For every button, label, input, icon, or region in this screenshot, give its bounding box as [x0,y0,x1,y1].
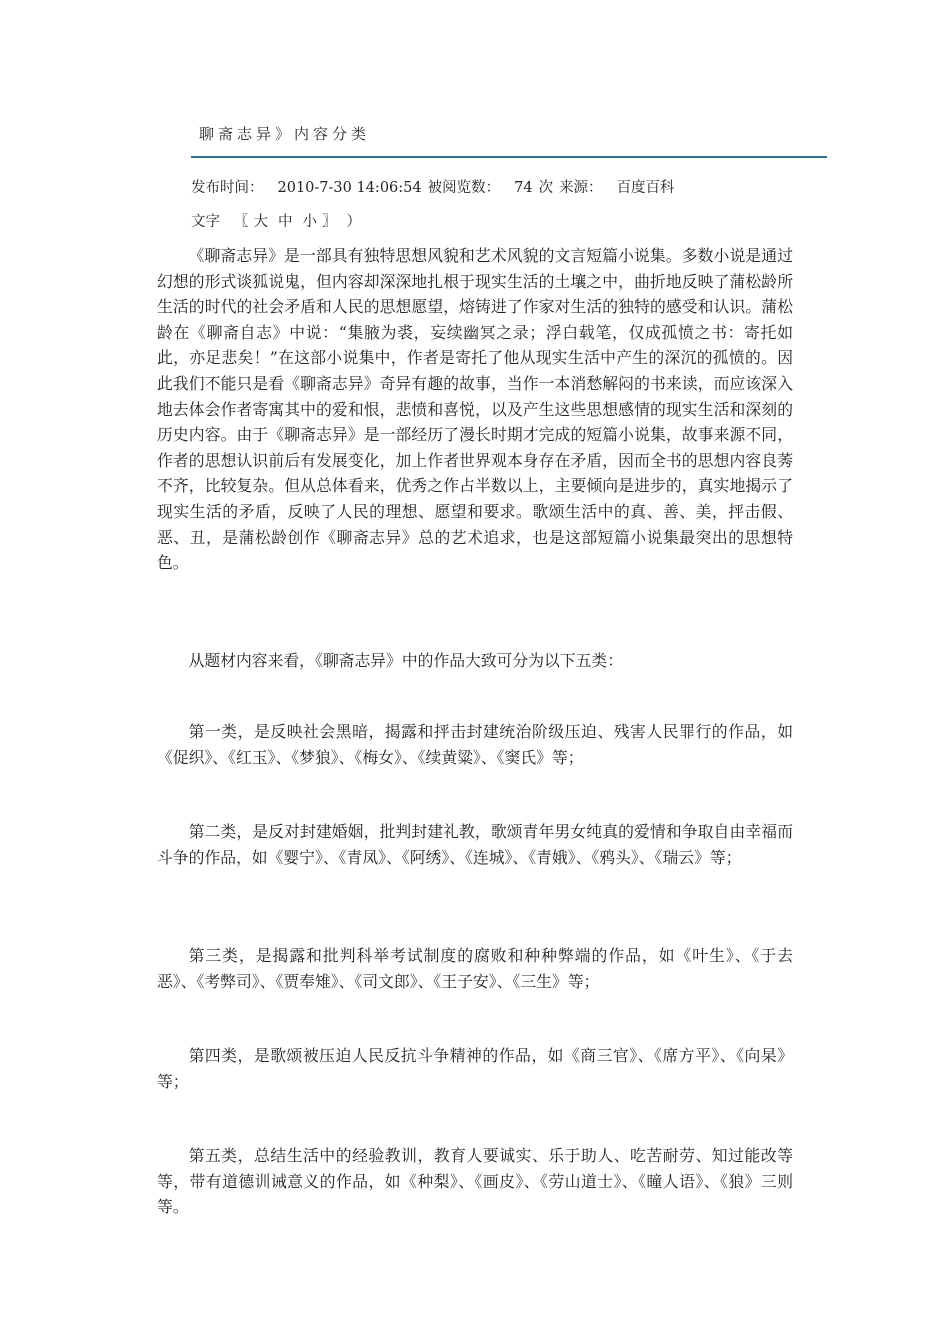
font-size-small-link[interactable]: 小 [302,214,317,230]
bracket-open: 〖 [234,214,249,230]
views-count: 74 [514,180,533,196]
publish-time: 2010-7-30 14:06:54 [277,180,422,196]
paragraph-category-4: 第四类，是歌颂被压迫人民反抗斗争精神的作品，如《商三官》、《席方平》、《向杲》等； [157,1046,793,1091]
paragraph-category-5: 第五类，总结生活中的经验教训，教育人要诚实、乐于助人、吃苦耐劳、知过能改等等，带有道德训诫意义的作品，如《种梨》、《画皮》、《劳山道士》、《瞳人语》、《狼》三则等。 [157,1146,793,1217]
source-name: 百度百科 [616,180,675,196]
views-unit: 次 [538,180,554,196]
source-label: 来源： [559,180,603,196]
article-title: 聊斋志异》内容分类 [199,125,371,143]
font-size-large-link[interactable]: 大 [253,214,268,230]
paragraph-category-1: 第一类，是反映社会黑暗，揭露和抨击封建统治阶级压迫、残害人民罪行的作品，如《促织》、《红玉》、《梦狼》、《梅女》、《续黄粱》、《窦氏》等； [157,722,793,767]
article-meta [191,176,675,197]
paren-close: ） [346,214,361,230]
font-size-label: 文字 [191,214,220,230]
paragraph-intro: 《聊斋志异》是一部具有独特思想风貌和艺术风貌的文言短篇小说集。多数小说是通过幻想的形式谈狐说鬼，但内容却深深地扎根于现实生活的土壤之中，曲折地反映了蒲松龄所生活的时代的社会矛盾和人民的思想愿望，熔铸进了作家对生活的独特的感受和认识。蒲松龄在《聊斋自志》中说：“集腋为裘，妄续幽冥之录；浮白载笔，仅成孤愤之书：寄托如此，亦足悲矣！”在这部小说集中，作者是寄托了他从现实生活中产生的深沉的孤愤的。因此我们不能只是看《聊斋志异》奇异有趣的故事，当作一本消愁解闷的书来读，而应该深入地去体会作者寄寓其中的爱和恨，悲愤和喜悦，以及产生这些思想感情的现实生活和深刻的历史内容。由于《聊斋志异》是一部经历了漫长时期才完成的短篇小说集，故事来源不同，作者的思想认识前后有发展变化，加上作者世界观本身存在矛盾，因而全书的思想内容良莠不齐，比较复杂。但从总体看来，优秀之作占半数以上，主要倾向是进步的，真实地揭示了现实生活的矛盾，反映了人民的理想、愿望和要求。歌颂生活中的真、善、美，抨击假、恶、丑，是蒲松龄创作《聊斋志异》总的艺术追求，也是这部短篇小说集最突出的思想特色。 [157,246,793,573]
title-divider [191,156,827,158]
bracket-close: 〗 [322,214,337,230]
views-label: 被阅览数： [427,180,501,196]
paragraph-category-2: 第二类，是反对封建婚姻，批判封建礼教，歌颂青年男女纯真的爱情和争取自由幸福而斗争的作品，如《婴宁》、《青凤》、《阿绣》、《连城》、《青娥》、《鸦头》、《瑞云》等； [157,822,793,867]
paragraph-category-3: 第三类，是揭露和批判科举考试制度的腐败和种种弊端的作品，如《叶生》、《于去恶》、《考弊司》、《贾奉雉》、《司文郎》、《王子安》、《三生》等； [157,946,793,991]
font-size-medium-link[interactable]: 中 [278,214,293,230]
publish-label: 发布时间： [191,180,264,196]
font-size-selector [191,210,361,231]
paragraph-overview: 从题材内容来看，《聊斋志异》中的作品大致可分为以下五类： [188,651,624,670]
